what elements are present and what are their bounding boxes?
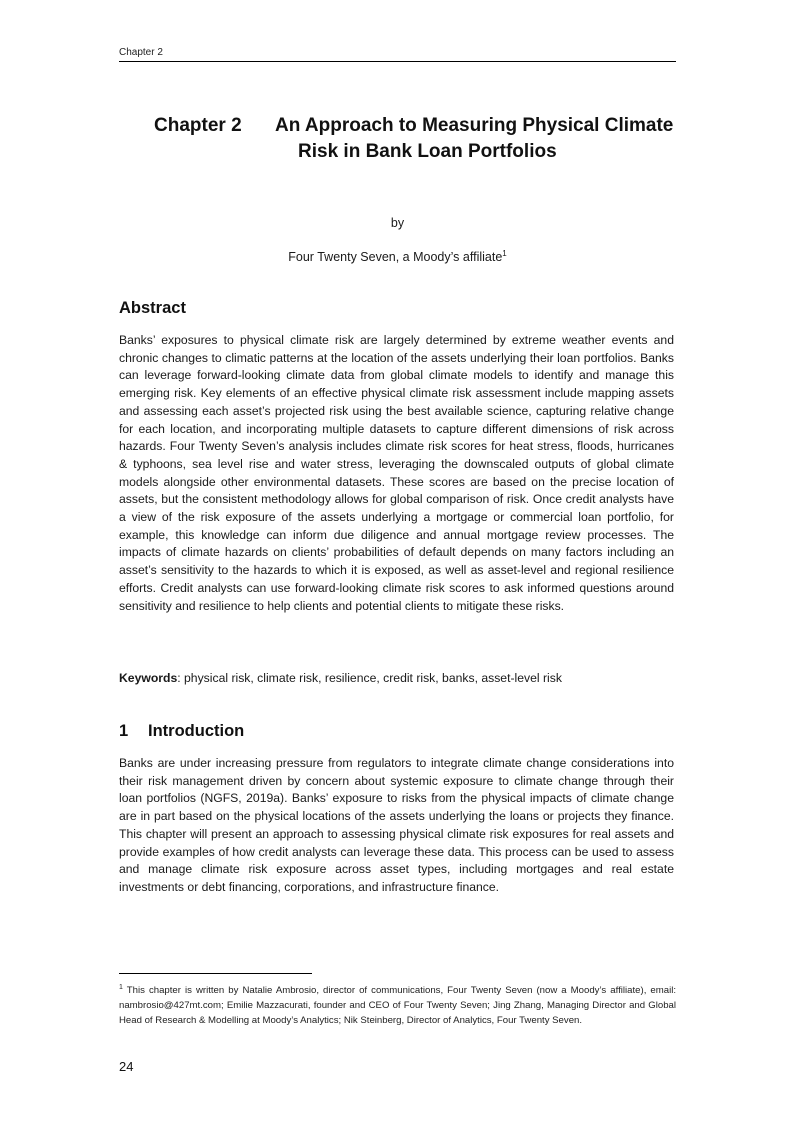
footnote-marker: 1 [119,984,123,991]
footnote-reference[interactable]: 1 [502,249,507,258]
keywords [119,671,676,685]
footnote [119,980,676,1028]
abstract-heading: Abstract [119,299,186,317]
chapter-title-line-1: An Approach to Measuring Physical Climate [275,115,674,136]
introduction-text: Banks are under increasing pressure from regulators to integrate climate change considerations into their risk management driven by concern about systemic exposure to climate change through their loan portfolios (NGFS, 2019a). Banks’ exposure to risks from the physical impacts of climate change are in part based on the physical locations of the assets underlying the loans or projects they finance. This chapter will present an approach to assessing physical climate risk exposures for real assets and provide examples of how credit analysts can leverage these data. This process can be used to assess and manage climate risk exposure across asset types, including mortgages and real estate investments or debt financing, corporations, and infrastructure finance. [119,756,674,894]
chapter-number: Chapter 2 [154,115,242,136]
footnote-text: This chapter is written by Natalie Ambrosio, director of communications, Four Twenty Seven (now a Moody’s affiliate), email: nambrosio@427mt.com; Emilie Mazzacurati, founder and CEO of Four Twenty Seven; Jing Zhang, Managing Director and Global Head of Research & Modelling at Moody’s Analytics; Nik Steinberg, Director of Analytics, Four Twenty Seven. [119,985,676,1027]
byline-authors [119,249,676,264]
abstract-text: Banks’ exposures to physical climate risk are largely determined by extreme weather events and chronic changes to climatic patterns at the location of the assets underlying their loan portfolios. Banks can leverage forward-looking climate data from global climate models to identify and manage this emerging risk. Key elements of an effective physical climate risk assessment include mapping assets and assessing each asset’s projected risk using the best available science, capturing relative change for each location, and incorporating multiple datasets to capture different dimensions of risk across hazards. Four Twenty Seven’s analysis includes climate risk scores for heat stress, floods, hurricanes & typhoons, sea level rise and water stress, leveraging the downscaled outputs of global climate models alongside other environmental datasets. These scores are based on the precise location of assets, but the consistent methodology allows for global comparison of risk. Once credit analysts have a view of the risk exposure of the assets underlying a mortgage or commercial loan portfolio, for example, this knowledge can inform due diligence and annual mortgage review processes. The impacts of climate hazards on clients’ probabilities of default depends on many factors including an asset’s sensitivity to the hazards to which it is exposed, as well as asset-level and regional resilience efforts. Credit analysts can use forward-looking climate risk scores to ask informed questions around sensitivity and resilience to help clients and potential clients to mitigate these risks. [119,333,674,613]
chapter-title-line-2: Risk in Bank Loan Portfolios [298,141,557,162]
running-header: Chapter 2 [119,47,676,62]
authors-text: Four Twenty Seven, a Moody’s affiliate [288,250,503,265]
footnote-divider [119,973,312,974]
keywords-label: Keywords [119,671,178,685]
page-number: 24 [119,1059,134,1074]
section-title: Introduction [148,722,245,740]
section-number: 1 [119,722,129,740]
byline-by: by [390,216,405,230]
introduction-heading [119,722,244,741]
keywords-list: : physical risk, climate risk, resilience, credit risk, banks, asset-level risk [177,671,562,685]
